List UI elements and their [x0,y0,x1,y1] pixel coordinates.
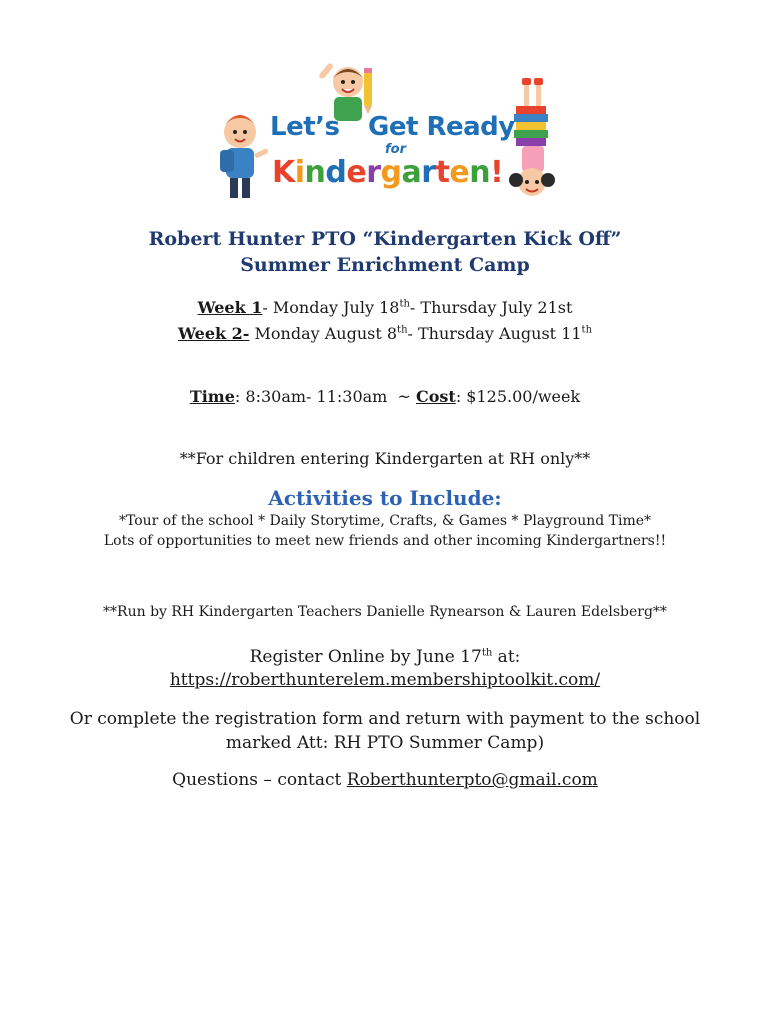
logo-get-ready-text: Get Ready [368,112,515,142]
logo-letter: r [421,155,436,190]
logo-letter: e [346,155,367,190]
register-text: Register Online by June 17 [249,647,482,667]
week-1-line [0,297,770,319]
logo-letter: d [325,155,347,190]
register-at: at: [492,647,521,667]
logo-for-text: for [385,142,406,157]
eligibility-note: **For children entering Kindergarten at RH only** [179,449,591,468]
form-line-1: Or complete the registration form and return with payment to the school [69,709,701,729]
cost-value: : $125.00/week [455,387,581,406]
girl-with-books-figure [509,78,555,196]
title-line-1: Robert Hunter PTO “Kindergarten Kick Off” [148,228,622,250]
form-line-2: marked Att: RH PTO Summer Camp) [225,733,545,753]
register-line [0,645,770,669]
form-instructions [0,707,770,755]
week-1-start: - Monday July 18 [262,298,400,317]
logo-letter: e [449,155,470,190]
cost-label: Cost [416,387,456,406]
contact-text: Questions – contact [172,770,347,790]
week-2-start-sup: th [397,324,408,336]
boy-with-backpack-figure [220,115,269,198]
week-1-label: Week 1 [197,298,263,317]
week-2-end: - Thursday August 11 [407,324,582,343]
logo-lets-text: Let’s [270,112,340,142]
logo-letter: t [435,155,450,190]
logo-letter: a [401,155,422,190]
time-value: : 8:30am- 11:30am ~ [234,387,416,406]
week-1-start-sup: th [399,298,410,310]
logo-letter: r [366,155,381,190]
activities-line-1: *Tour of the school * Daily Storytime, Crafts, & Games * Playground Time* [118,513,652,529]
logo-letter: i [294,155,305,190]
time-label: Time [189,387,235,406]
contact-line [0,768,770,792]
week-2-end-sup: th [581,324,593,336]
logo-letter: K [272,155,295,190]
logo-letter: g [380,155,402,190]
logo-letter: n [304,155,326,190]
activities-line-2: Lots of opportunities to meet new friends and other incoming Kindergartners!! [103,533,667,549]
logo-letter: ! [490,155,504,190]
register-sup: th [481,647,493,659]
activities-heading: Activities to Include: [268,486,502,510]
week-2-start: Monday August 8 [249,324,398,343]
week-2-label: Week 2- [177,324,250,343]
register-link[interactable]: https://roberthunterelem.membershiptoolkit.com/ [169,670,601,690]
register-link-line [0,668,770,692]
time-cost-line [0,386,770,408]
run-by-note: **Run by RH Kindergarten Teachers Danielle Rynearson & Lauren Edelsberg** [103,604,667,620]
contact-email-link[interactable]: Roberthunterpto@gmail.com [346,770,598,790]
title-line-2: Summer Enrichment Camp [240,254,530,276]
week-2-line [0,323,770,345]
flyer-title [0,226,770,278]
week-1-end: - Thursday July 21st [409,298,573,317]
logo-letter: n [469,155,491,190]
lets-get-ready-logo [210,62,562,204]
logo-kindergarten-text [272,155,503,190]
